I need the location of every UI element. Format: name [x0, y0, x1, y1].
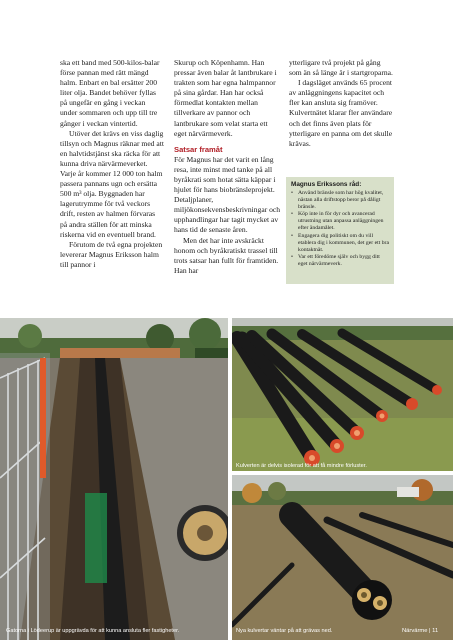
- factbox-title: Magnus Erikssons råd:: [291, 181, 362, 188]
- photo-caption: Kulverten är delvis isolerad för att få mindre förluster.: [236, 463, 367, 469]
- paragraph: Utöver det krävs en viss daglig tillsyn och Magnus räknar med att en halvtidstjänst ska räcka för att kunna driva närvärmeverket. Varje år kommer 12 000 ton halm passera pannans ugn och ersätta 500 m³ olja. Byggnaden har lagerutrymme för två veckors drift, resten av halmen förvaras på andra ställen för att minska riskerna vid en eventuell brand.: [60, 128, 164, 239]
- photo-caption: Nya kulvertar väntar på att grävas ned.: [236, 628, 333, 634]
- paragraph: Skurup och Köpenhamn. Han pressar även balar åt lantbrukare i trakten som har egna halmpannor på sina gårdar. Han har också förmedlat kontakten mellan tillverkare av pannor och lantbrukare som velat starta ett eget närvärmeverk.: [174, 58, 277, 138]
- factbox-item: • Använd bränsle som har hög kvalitet, nästan alla driftstopp beror på dåligt bränsle.: [291, 190, 389, 211]
- paragraph: I dagsläget används 65 procent av anläggningens kapacitet och fler kan ansluta sig framöver. Kulvertnätet klarar fler användare och det finns även plats för ytterligare en panna om det skulle krävas.: [289, 78, 393, 148]
- text-column-2: [174, 58, 282, 276]
- factbox-item: • Var ett föredöme själv och bygg ditt eget närvärmeverk.: [291, 254, 389, 268]
- section-subheading: Satsar framåt: [174, 144, 223, 154]
- paragraph: Men det har inte avskräckt honom och byråkratiskt trassel till trots satsar han fullt för framtiden. Han har: [174, 235, 279, 275]
- factbox-list: [291, 190, 389, 268]
- advice-factbox: [286, 177, 394, 284]
- factbox-item: • Köp inte in för dyr och avancerad utrustning utan anpassa anläggningen efter ändamålet.: [291, 211, 389, 232]
- paragraph: Förutom de två egna projekten levererar Magnus Eriksson halm till pannor i: [60, 239, 163, 269]
- photo-pipes-in-field: [232, 475, 453, 640]
- text-column-1: [60, 58, 164, 270]
- paragraph: ytterligare två projekt på gång som än så länge är i startgroparna.: [289, 58, 393, 78]
- page-number: Närvärme | 11: [402, 628, 439, 634]
- paragraph: För Magnus har det varit en lång resa, inte minst med tanke på all byråkrati som hotat sätta käppar i hjulet för hans biobränsleprojekt. Detaljplaner, miljökonsekvensbeskrivningar och upphandlingar har tagit mycket av hans tid de senaste åren.: [174, 154, 281, 235]
- photo-caption: Gatorna i Lödeerup är uppgrävda för att kunna ansluta fler fastigheter.: [6, 628, 180, 634]
- photo-street-trench: [0, 318, 228, 640]
- factbox-item: • Engagera dig politiskt om du vill etablera dig i kommunen, det ger ett bra kontaktnät.: [291, 233, 389, 254]
- paragraph: ska ett band med 500-kilos-balar förse pannan med rätt mängd halm. Enbart en bal ersätter 200 liter olja. Bandet behöver fyllas på ungefär en gång i veckan under sommaren och upp till tre gånger i veckan vintertid.: [60, 58, 160, 128]
- photo-insulated-pipes: [232, 318, 453, 471]
- text-column-3: [289, 58, 395, 149]
